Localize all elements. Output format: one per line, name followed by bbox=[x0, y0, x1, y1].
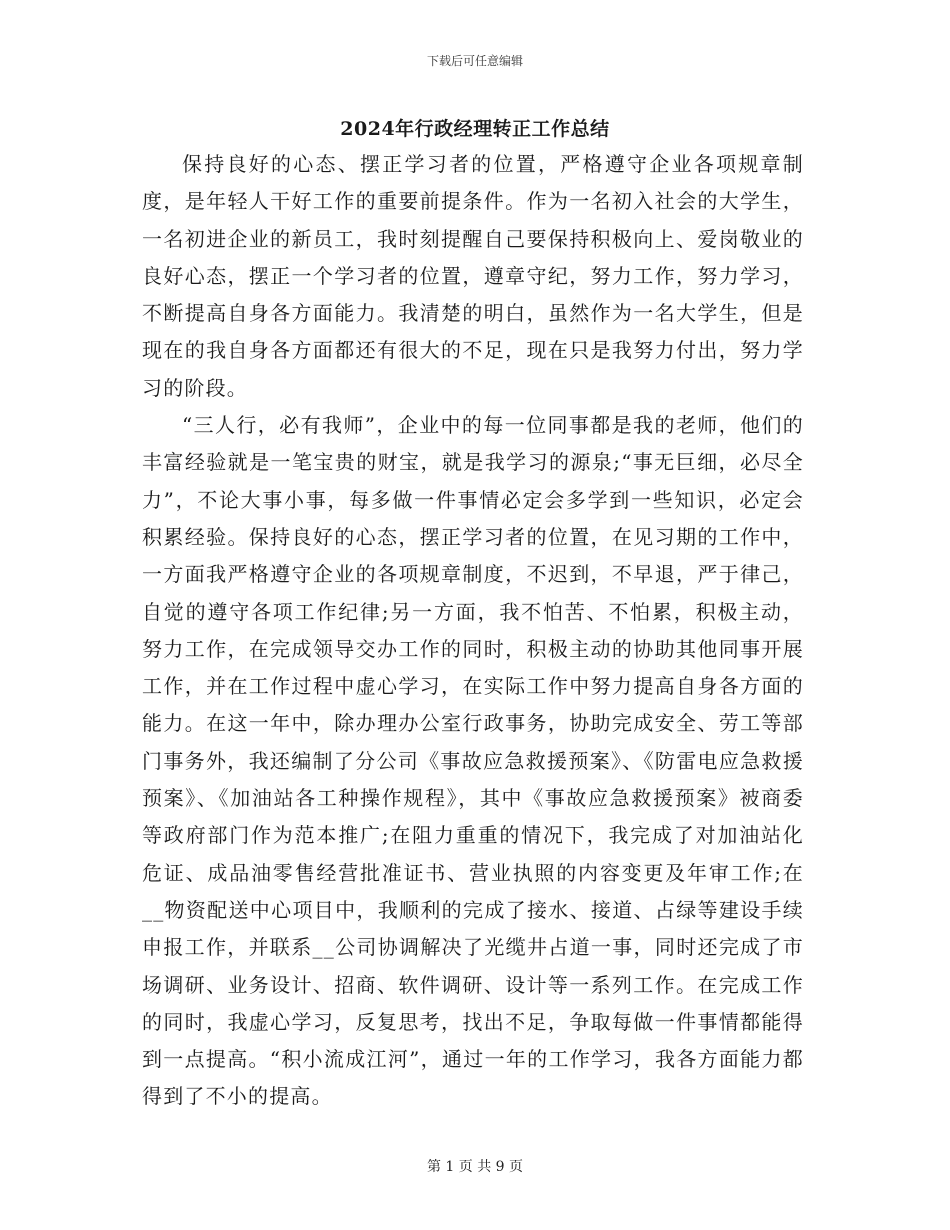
paragraph-1: 保持良好的心态、摆正学习者的位置，严格遵守企业各项规章制度，是年轻人干好工作的重要前提条件。作为一名初入社会的大学生，一名初进企业的新员工，我时刻提醒自己要保持积极向上、爱岗敬业的良好心态，摆正一个学习者的位置，遵章守纪，努力工作，努力学习，不断提高自身各方面能力。我清楚的明白，虽然作为一名大学生，但是现在的我自身各方面都还有很大的不足，现在只是我努力付出，努力学习的阶段。 bbox=[142, 152, 804, 400]
document-body bbox=[142, 146, 804, 1116]
header-note: 下载后可任意编辑 bbox=[426, 54, 523, 68]
page-number: 第 1 页 共 9 页 bbox=[426, 1159, 524, 1175]
document-title: 2024年行政经理转正工作总结 bbox=[340, 118, 610, 140]
paragraph-2: “三人行，必有我师”，企业中的每一位同事都是我的老师，他们的丰富经验就是一笔宝贵的财宝，就是我学习的源泉;“事无巨细，必尽全力”，不论大事小事，每多做一件事情必定会多学到一些知识，必定会积累经验。保持良好的心态，摆正学习者的位置，在见习期的工作中，一方面我严格遵守企业的各项规章制度，不迟到，不早退，严于律己，自觉的遵守各项工作纪律;另一方面，我不怕苦、不怕累，积极主动，努力工作，在完成领导交办工作的同时，积极主动的协助其他同事开展工作，并在工作过程中虚心学习，在实际工作中努力提高自身各方面的能力。在这一年中，除办理办公室行政事务，协助完成安全、劳工等部门事务外，我还编制了分公司《事故应急救援预案》、《防雷电应急救援预案》、《加油站各工种操作规程》，其中《事故应急救援预案》被商委等政府部门作为范本推广;在阻力重重的情况下，我完成了对加油站化危证、成品油零售经营批准证书、营业执照的内容变更及年审工作;在__物资配送中心项目中，我顺利的完成了接水、接道、占绿等建设手续申报工作，并联系__公司协调解决了光缆井占道一事，同时还完成了市场调研、业务设计、招商、软件调研、设计等一系列工作。在完成工作的同时，我虚心学习，反复思考，找出不足，争取每做一件事情都能得到一点提高。“积小流成江河”，通过一年的工作学习，我各方面能力都得到了不小的提高。 bbox=[142, 413, 804, 1109]
